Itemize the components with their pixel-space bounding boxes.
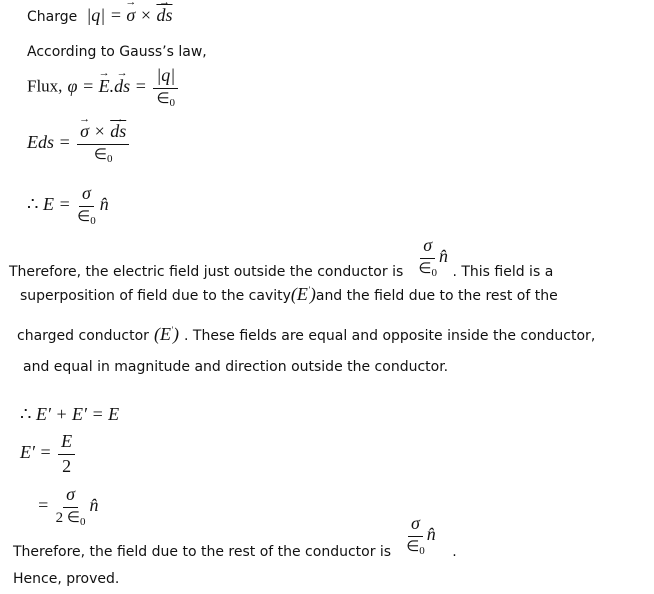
charge-formula: |q| = → σ × → $\overline{ds}$ (86, 5, 172, 25)
conductor-field-symbol: (E') (154, 324, 179, 344)
cavity-field-symbol: (E') (290, 284, 316, 304)
e-equation (27, 184, 109, 227)
sum-formula: ∴ E′ + E′ = E (20, 404, 120, 424)
flux-label: Flux, (27, 76, 63, 96)
text-period: . (452, 543, 457, 560)
flux-equation (27, 66, 180, 109)
half-equation (20, 432, 77, 477)
rest-field-formula: $\frac{\sigma}{\in_0}$ n̂ (406, 513, 436, 557)
paragraph-line-1 (9, 236, 553, 279)
paragraph-line-2 (20, 285, 558, 304)
e-formula: ∴ E = $\frac{\sigma}{\in_0}$ n̂ (27, 183, 109, 227)
paragraph-line-5 (13, 513, 457, 560)
result-formula: = $\frac{\sigma}{2 \in_0}$ n̂ (37, 484, 99, 528)
paragraph-line-3 (17, 325, 595, 344)
sum-equation (20, 405, 119, 424)
text-these-fields: . These fields are equal and opposite inside the conductor, (184, 328, 596, 344)
eds-formula: Eds = → $\frac{\sigma \times \to \overline{ds}}{\in_0}$ (27, 132, 131, 152)
field-outside-formula: $\frac{\sigma}{\in_0}$ n̂ (418, 235, 448, 279)
gauss-intro-text: According to Gauss’s law, (27, 44, 207, 60)
text-charged-conductor: charged conductor (17, 328, 149, 344)
eds-equation (27, 122, 131, 165)
text-therefore-field: Therefore, the electric field just outside the conductor is (9, 263, 404, 280)
charge-label: Charge (27, 9, 78, 25)
text-superposition: superposition of field due to the cavity (20, 288, 291, 304)
paragraph-hence: Hence, proved. (13, 571, 120, 587)
charge-equation (27, 6, 172, 25)
flux-formula: φ = → E.→ ds = $\frac{|q|}{\in_0}$ (68, 76, 181, 96)
paragraph-line-4: and equal in magnitude and direction outside the conductor. (23, 359, 449, 375)
half-formula: E′ = $\frac{E}{2}$ (20, 442, 77, 462)
text-and-field: and the field due to the rest of the (315, 288, 558, 304)
text-therefore-rest: Therefore, the field due to the rest of the conductor is (13, 543, 392, 560)
text-this-field: . This field is a (452, 263, 554, 280)
